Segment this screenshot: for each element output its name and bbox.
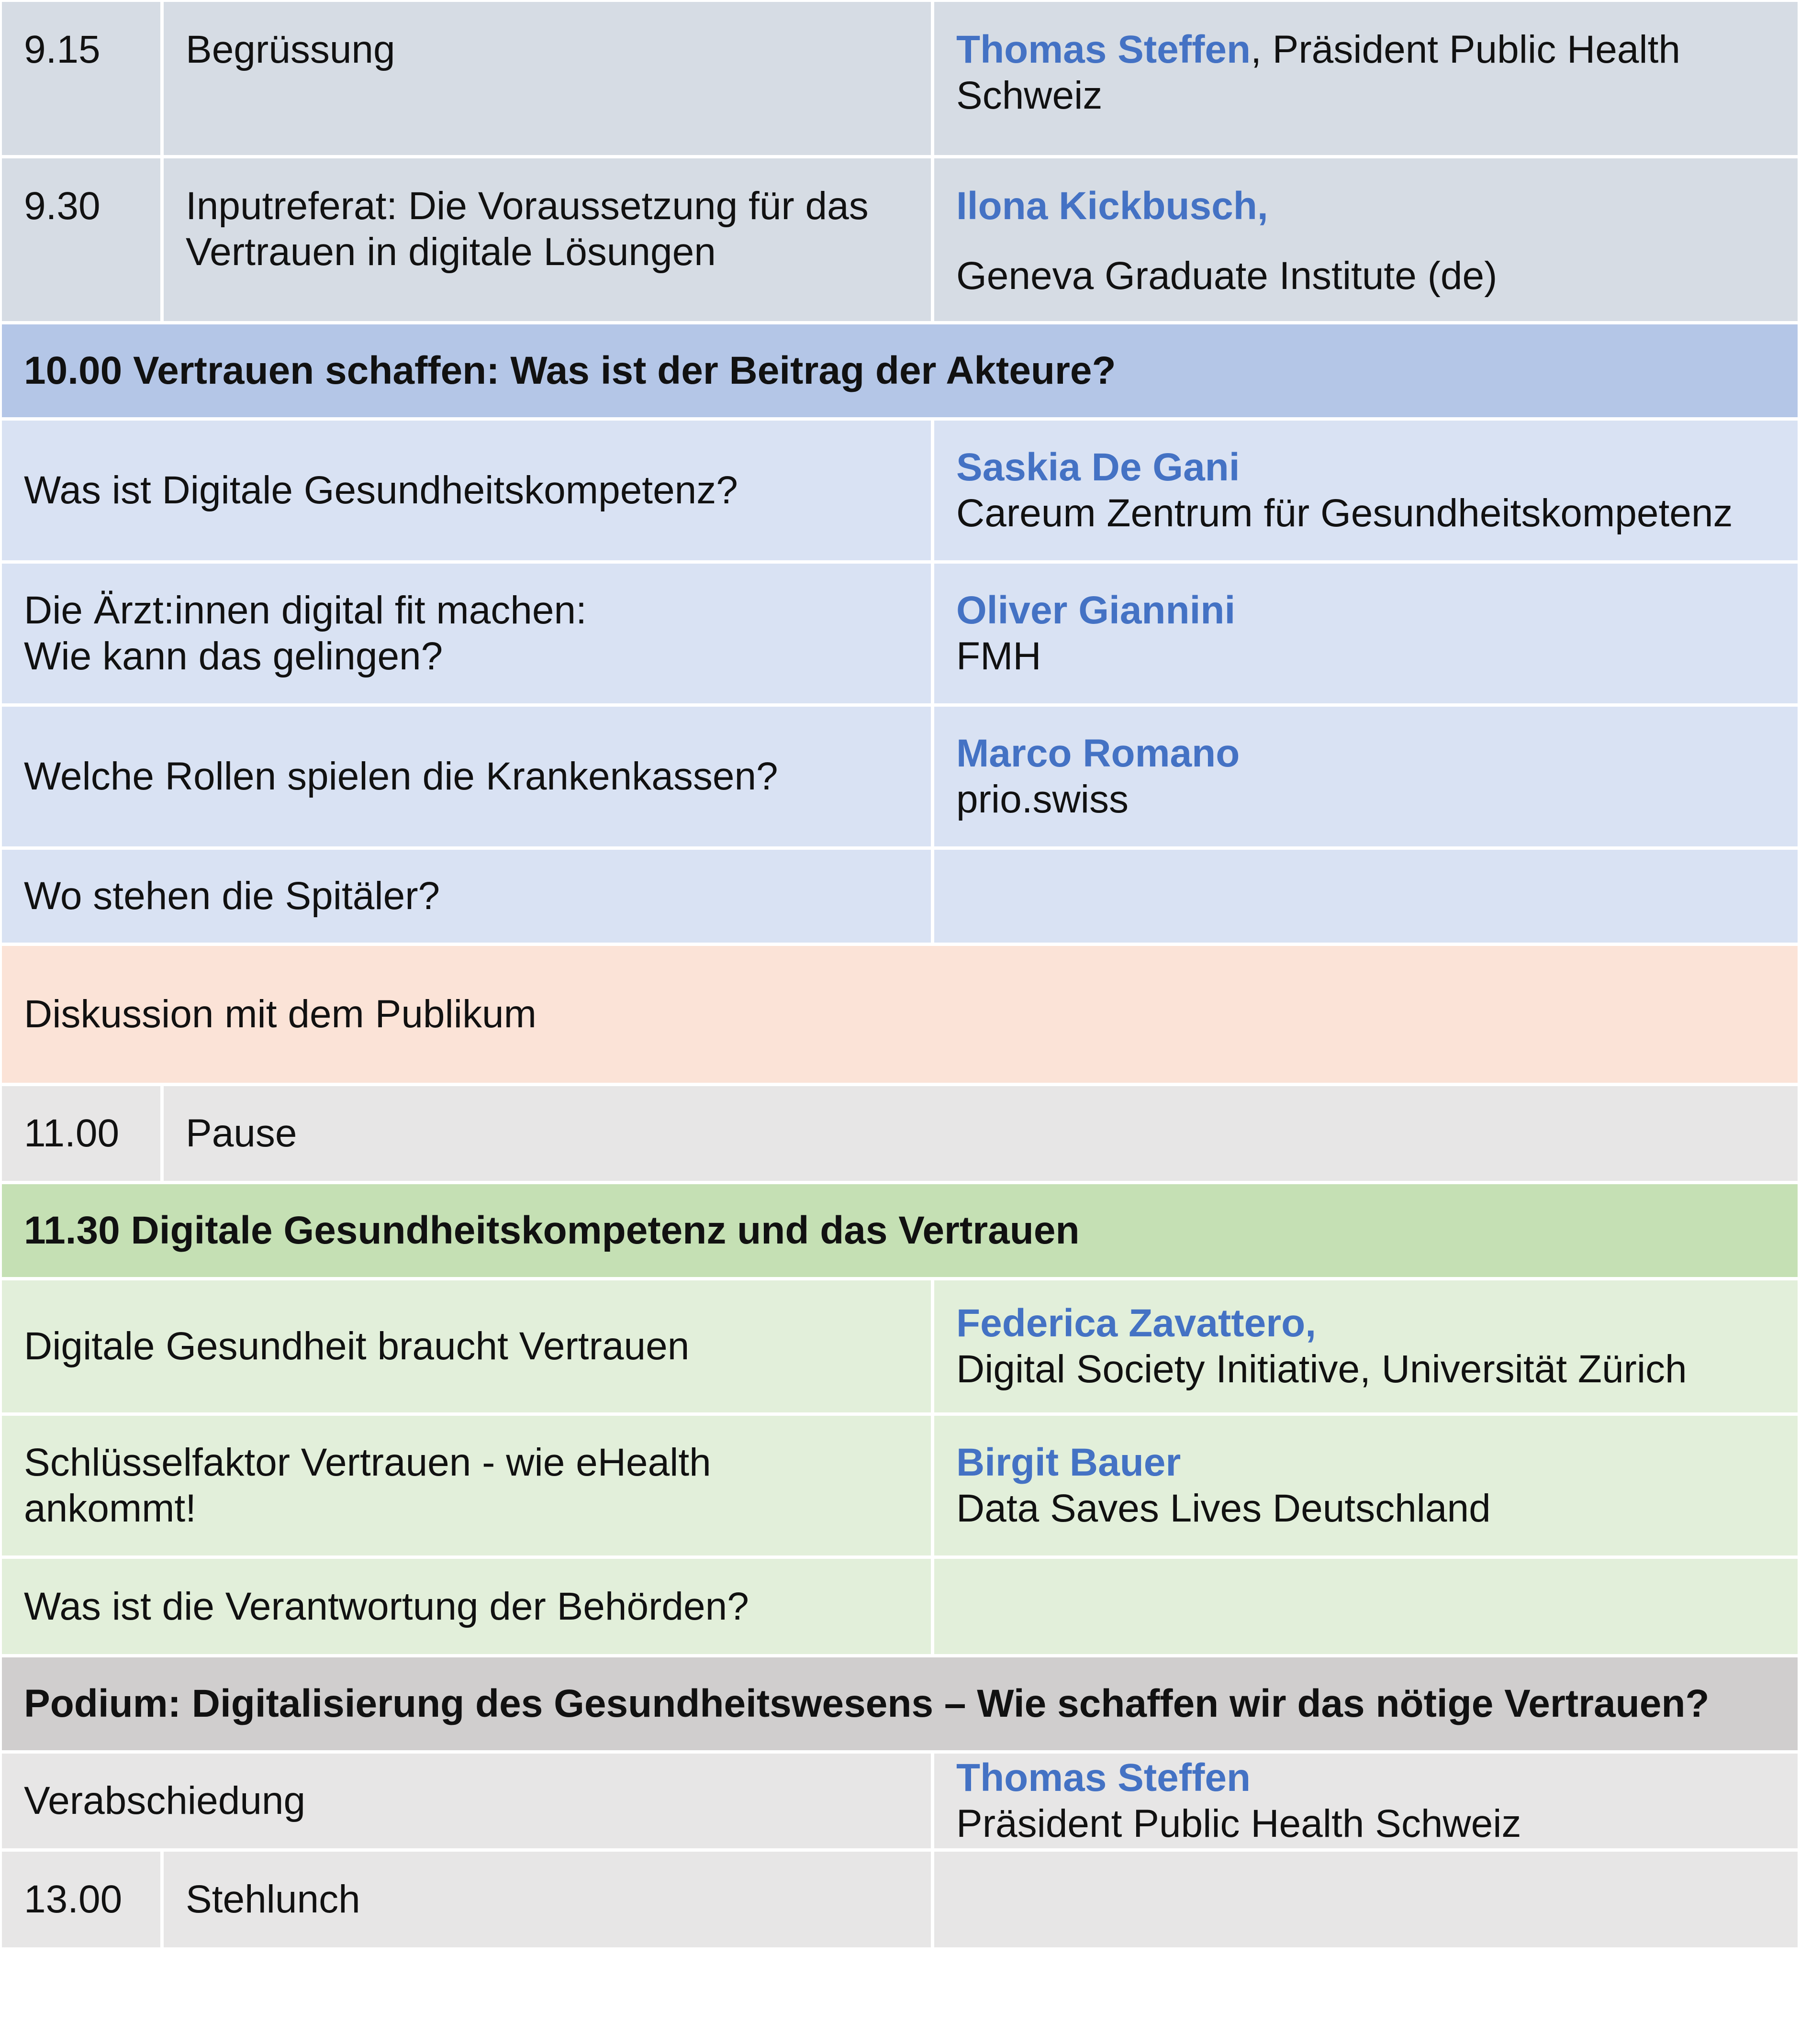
topic-cell (2, 1280, 934, 1412)
time-text: 13.00 (24, 1877, 123, 1921)
speaker-org: Präsident Public Health Schweiz (956, 1802, 1521, 1845)
section-title-text: Digitale Gesundheitskompetenz und das Vertrauen (120, 1209, 1080, 1252)
speaker-org: Data Saves Lives Deutschland (956, 1487, 1491, 1530)
topic-text: Was ist Digitale Gesundheitskompetenz? (24, 468, 738, 512)
topic-text: Digitale Gesundheit braucht Vertrauen (24, 1324, 690, 1368)
agenda-row-pause (2, 1086, 1798, 1184)
section-header-podium (2, 1657, 1798, 1754)
section-title-text: Vertrauen schaffen: Was ist der Beitrag der Akteure? (122, 349, 1116, 392)
agenda-row-begruessung (2, 2, 1798, 158)
agenda-row-digitale-gesundheit (2, 1280, 1798, 1416)
section-title (2, 1657, 1798, 1750)
agenda-row-inputreferat (2, 158, 1798, 324)
time-cell (2, 1852, 164, 1947)
topic-cell (164, 1852, 934, 1947)
topic-cell (2, 850, 934, 943)
speaker-name: Birgit Bauer (956, 1441, 1181, 1484)
speaker-name: Thomas Steffen (956, 28, 1251, 71)
topic-text-line2: Wie kann das gelingen? (24, 634, 443, 678)
topic-text: Stehlunch (186, 1877, 360, 1921)
time-text: 9.30 (24, 184, 101, 228)
speaker-role: , Präsident Public Health (1251, 28, 1681, 71)
speaker-cell (934, 1280, 1798, 1412)
speaker-org: prio.swiss (956, 778, 1129, 821)
topic-cell (164, 1086, 1798, 1181)
section-header-gesundheitskompetenz (2, 1184, 1798, 1280)
speaker-org: Careum Zentrum für Gesundheitskompetenz (956, 491, 1733, 535)
speaker-name: Saskia De Gani (956, 445, 1240, 489)
section-time: 11.30 (24, 1209, 120, 1252)
agenda-row-verabschiedung (2, 1754, 1798, 1852)
speaker-name: Thomas Steffen (956, 1756, 1251, 1800)
agenda-row-schluesselfaktor (2, 1416, 1798, 1559)
time-text: 11.00 (24, 1111, 120, 1155)
speaker-name: Federica Zavattero, (956, 1301, 1316, 1345)
speaker-cell-empty (934, 1852, 1798, 1947)
section-title (2, 324, 1798, 417)
topic-cell (2, 1754, 934, 1848)
topic-text-line2: ankommt! (24, 1487, 196, 1530)
speaker-cell-empty (934, 850, 1798, 943)
agenda-row-gesundheitskompetenz (2, 421, 1798, 564)
topic-text: Pause (186, 1111, 297, 1155)
topic-text-line1: Inputreferat: Die Voraussetzung für das (186, 184, 869, 228)
speaker-role-line2: Schweiz (956, 74, 1103, 117)
speaker-cell (934, 2, 1798, 155)
agenda-table (2, 2, 1798, 1947)
speaker-cell (934, 421, 1798, 560)
topic-text: Verabschiedung (24, 1779, 306, 1822)
time-cell (2, 1086, 164, 1181)
speaker-cell (934, 158, 1798, 321)
speaker-org: Geneva Graduate Institute (de) (956, 254, 1498, 298)
time-cell (2, 2, 164, 155)
topic-cell (2, 707, 934, 846)
speaker-line (956, 27, 1776, 73)
speaker-cell-empty (934, 1559, 1798, 1654)
speaker-org: Digital Society Initiative, Universität Zürich (956, 1347, 1687, 1391)
topic-cell (2, 421, 934, 560)
section-title (2, 1184, 1798, 1277)
topic-cell (164, 2, 934, 155)
agenda-row-behoerden (2, 1559, 1798, 1657)
agenda-row-diskussion (2, 946, 1798, 1086)
topic-text-line1: Schlüsselfaktor Vertrauen - wie eHealth (24, 1441, 711, 1484)
topic-cell (2, 1559, 934, 1654)
time-text: 9.15 (24, 28, 101, 71)
topic-text: Diskussion mit dem Publikum (24, 992, 537, 1036)
topic-text-line1: Die Ärzt:innen digital fit machen: (24, 589, 587, 632)
speaker-name: Ilona Kickbusch, (956, 184, 1268, 228)
topic-text: Was ist die Verantwortung der Behörden? (24, 1584, 749, 1628)
speaker-cell (934, 1754, 1798, 1848)
section-header-akteure (2, 324, 1798, 421)
topic-text: Welche Rollen spielen die Krankenkassen? (24, 755, 778, 798)
speaker-cell (934, 707, 1798, 846)
topic-cell (2, 1416, 934, 1555)
topic-cell (2, 946, 1798, 1083)
section-time: 10.00 (24, 349, 123, 392)
topic-text: Begrüssung (186, 28, 395, 71)
speaker-cell (934, 1416, 1798, 1555)
topic-cell (164, 158, 934, 321)
speaker-cell (934, 564, 1798, 703)
agenda-row-stehlunch (2, 1852, 1798, 1947)
topic-text: Wo stehen die Spitäler? (24, 874, 440, 918)
speaker-name: Marco Romano (956, 732, 1240, 775)
section-title-text: Podium: Digitalisierung des Gesundheitswesens – Wie schaffen wir das nötige Vertrauen? (24, 1682, 1710, 1725)
topic-cell (2, 564, 934, 703)
speaker-org: FMH (956, 634, 1041, 678)
agenda-row-krankenkassen (2, 707, 1798, 850)
agenda-row-aerztinnen (2, 564, 1798, 707)
time-cell (2, 158, 164, 321)
agenda-row-spitaeler (2, 850, 1798, 946)
speaker-name: Oliver Giannini (956, 589, 1236, 632)
spacer (956, 229, 1776, 253)
topic-text-line2: Vertrauen in digitale Lösungen (186, 230, 716, 274)
